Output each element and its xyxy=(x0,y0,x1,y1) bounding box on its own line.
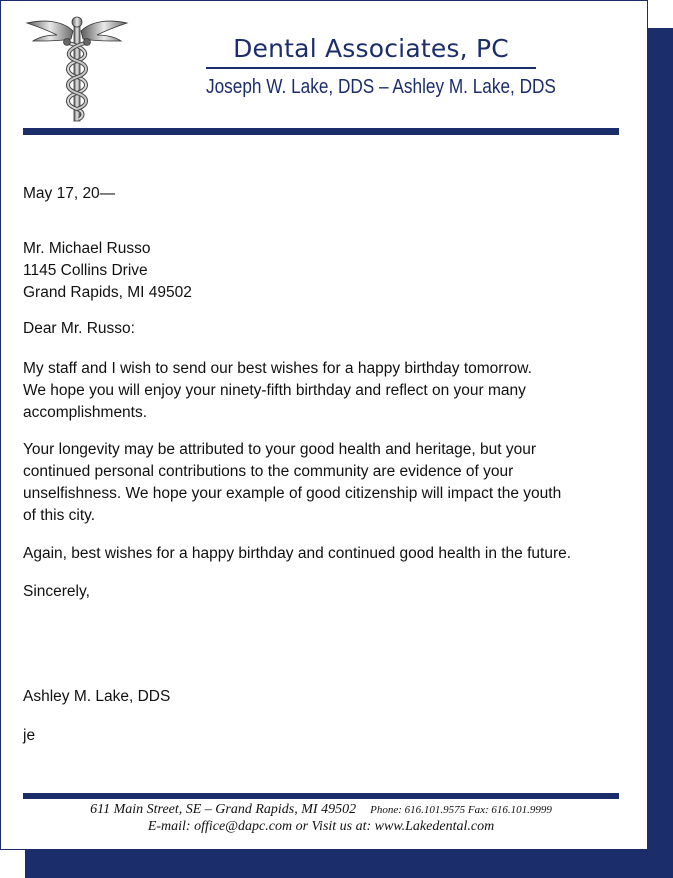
paragraph-line: We hope you will enjoy your ninety-fifth birthday and reflect on your many xyxy=(23,382,526,399)
recipient-city: Grand Rapids, MI 49502 xyxy=(23,284,192,301)
salutation: Dear Mr. Russo: xyxy=(23,320,135,337)
firm-name-rule xyxy=(206,67,536,69)
firm-name: Dental Associates, PC xyxy=(233,34,509,63)
caduceus-icon xyxy=(23,13,131,123)
paragraph-line: accomplishments. xyxy=(23,404,148,421)
footer-address: 611 Main Street, SE – Grand Rapids, MI 49502 xyxy=(90,802,357,817)
paragraph-line: Your longevity may be attributed to your good health and heritage, but your xyxy=(23,441,536,458)
paragraph-line: Again, best wishes for a happy birthday and continued good health in the future. xyxy=(23,545,572,562)
letter-date: May 17, 20— xyxy=(23,185,116,202)
signer-name: Ashley M. Lake, DDS xyxy=(23,688,171,705)
footer-divider xyxy=(23,793,619,799)
body-paragraph-2 xyxy=(23,439,623,527)
footer-address-line xyxy=(23,801,619,819)
body-paragraph-3 xyxy=(23,543,623,565)
doctors-line: Joseph W. Lake, DDS – Ashley M. Lake, DDS xyxy=(206,76,556,98)
recipient-name: Mr. Michael Russo xyxy=(23,240,151,257)
reference-initials: je xyxy=(23,727,36,744)
header-divider xyxy=(23,128,619,135)
footer-email-web: E-mail: office@dapc.com or Visit us at: www.Lakedental.com xyxy=(147,819,495,834)
paragraph-line: My staff and I wish to send our best wishes for a happy birthday tomorrow. xyxy=(23,360,532,377)
paragraph-line: continued personal contributions to the community are evidence of your xyxy=(23,463,514,480)
paragraph-line: of this city. xyxy=(23,507,96,524)
footer-phone-fax: Phone: 616.101.9575 Fax: 616.101.9999 xyxy=(370,804,552,816)
paragraph-line: unselfishness. We hope your example of good citizenship will impact the youth xyxy=(23,485,562,502)
body-paragraph-1 xyxy=(23,358,623,424)
recipient-street: 1145 Collins Drive xyxy=(23,262,148,279)
closing: Sincerely, xyxy=(23,583,90,600)
